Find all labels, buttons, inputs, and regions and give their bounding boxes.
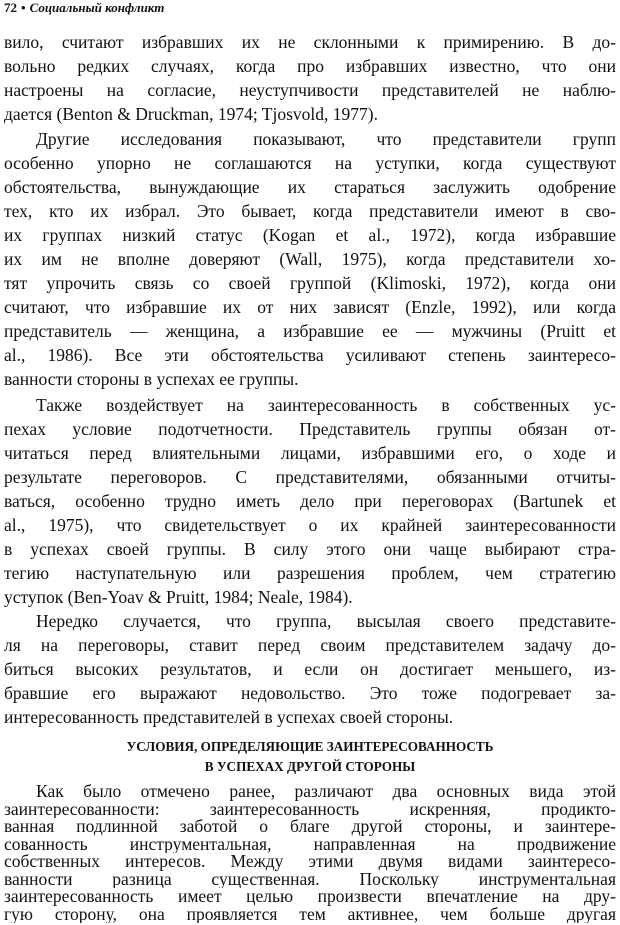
text-line: уступок (Ben-Yoav & Pruitt, 1984; Neale, 1984). <box>4 587 353 607</box>
text-line: al., 1986). Все эти обстоятельства усиливают степень заинтересо- <box>4 345 616 365</box>
text-line: тех, кто их избрал. Это бывает, когда представители имеют в сво- <box>4 201 616 221</box>
text-line: заинтересованности: заинтересованность искренняя, продикто- <box>4 800 616 818</box>
running-header <box>4 0 164 16</box>
text-line: настроены на согласие, неуступчивости представителей не наблю- <box>4 80 616 100</box>
text-line: в успехах своей группы. В силу этого они чаще выбирают стра- <box>4 539 616 559</box>
text-line: читаться перед влиятельными лицами, избравшими его, о ходе и <box>4 443 616 463</box>
text-line: ванная подлинной заботой о благе другой стороны, и заинтере- <box>4 818 616 836</box>
text-line: пехах условие подотчетности. Представитель группы обязан от- <box>4 419 616 439</box>
page-number: 72 <box>4 0 17 15</box>
text-line: Как было отмечено ранее, различают два основных вида этой <box>36 783 616 801</box>
text-line: их группах низкий статус (Kogan et al., 1972), когда избравшие <box>4 225 616 245</box>
text-line: результате переговоров. С представителями, обязанными отчиты- <box>4 467 616 487</box>
text-line: заинтересованность имеет целью произвести впечатление на дру- <box>4 888 616 906</box>
text-line: ванности разница существенная. Поскольку инструментальная <box>4 870 616 888</box>
text-line: гую сторону, она проявляется тем активнее, чем больше другая <box>4 905 616 923</box>
text-line: интересованность представителей в успехах своей стороны. <box>4 707 454 727</box>
text-line: тегию наступательную или разрешения проблем, чем стратегию <box>4 563 616 583</box>
text-line: дается (Benton & Druckman, 1974; Tjosvold, 1977). <box>4 104 378 124</box>
text-line: бравшие его выражают недовольство. Это тоже подогревает за- <box>4 683 616 703</box>
text-line: их им не вполне доверяют (Wall, 1975), когда представители хо- <box>4 249 616 269</box>
text-line: Нередко случается, что группа, высылая своего представите- <box>36 611 616 631</box>
text-line: Также воздействует на заинтересованность в собственных ус- <box>36 395 616 415</box>
section-heading-line-2: В УСПЕХАХ ДРУГОЙ СТОРОНЫ <box>204 759 416 774</box>
text-line: Другие исследования показывают, что представители групп <box>36 129 616 149</box>
text-line: биться высоких результатов, и если он достигает меньшего, из- <box>4 659 616 679</box>
text-line: обстоятельства, вынуждающие их стараться заслужить одобрение <box>4 177 616 197</box>
text-line: вило, считают избравших их не склонными к примирению. В до- <box>4 32 616 52</box>
text-line: особенно упорно не соглашаются на уступки, когда существуют <box>4 153 616 173</box>
text-line: вольно редких случаях, когда про избравших известно, что они <box>4 56 616 76</box>
section-heading-line-1: УСЛОВИЯ, ОПРЕДЕЛЯЮЩИЕ ЗАИНТЕРЕСОВАННОСТЬ <box>126 739 494 754</box>
text-line: al., 1975), что свидетельствует о их крайней заинтересованности <box>4 515 616 535</box>
text-line: представитель — женщина, а избравшие ее — мужчины (Pruitt et <box>4 321 616 341</box>
text-line: ля на переговоры, ставит перед своим представителем задачу до- <box>4 635 616 655</box>
text-line: тят упрочить связь со своей группой (Klimoski, 1972), когда они <box>4 273 616 293</box>
text-line: ваться, особенно трудно иметь дело при переговорах (Bartunek et <box>4 491 616 511</box>
text-line: собственных интересов. Между этими двумя видами заинтересо- <box>4 853 616 871</box>
text-line: считают, что избравшие их от них зависят (Enzle, 1992), или когда <box>4 297 616 317</box>
header-bullet: • <box>21 0 26 15</box>
text-line: ванности стороны в успехах ее группы. <box>4 369 299 389</box>
running-title: Социальный конфликт <box>29 0 165 15</box>
text-line: сованность инструментальная, направленная на продвижение <box>4 835 616 853</box>
